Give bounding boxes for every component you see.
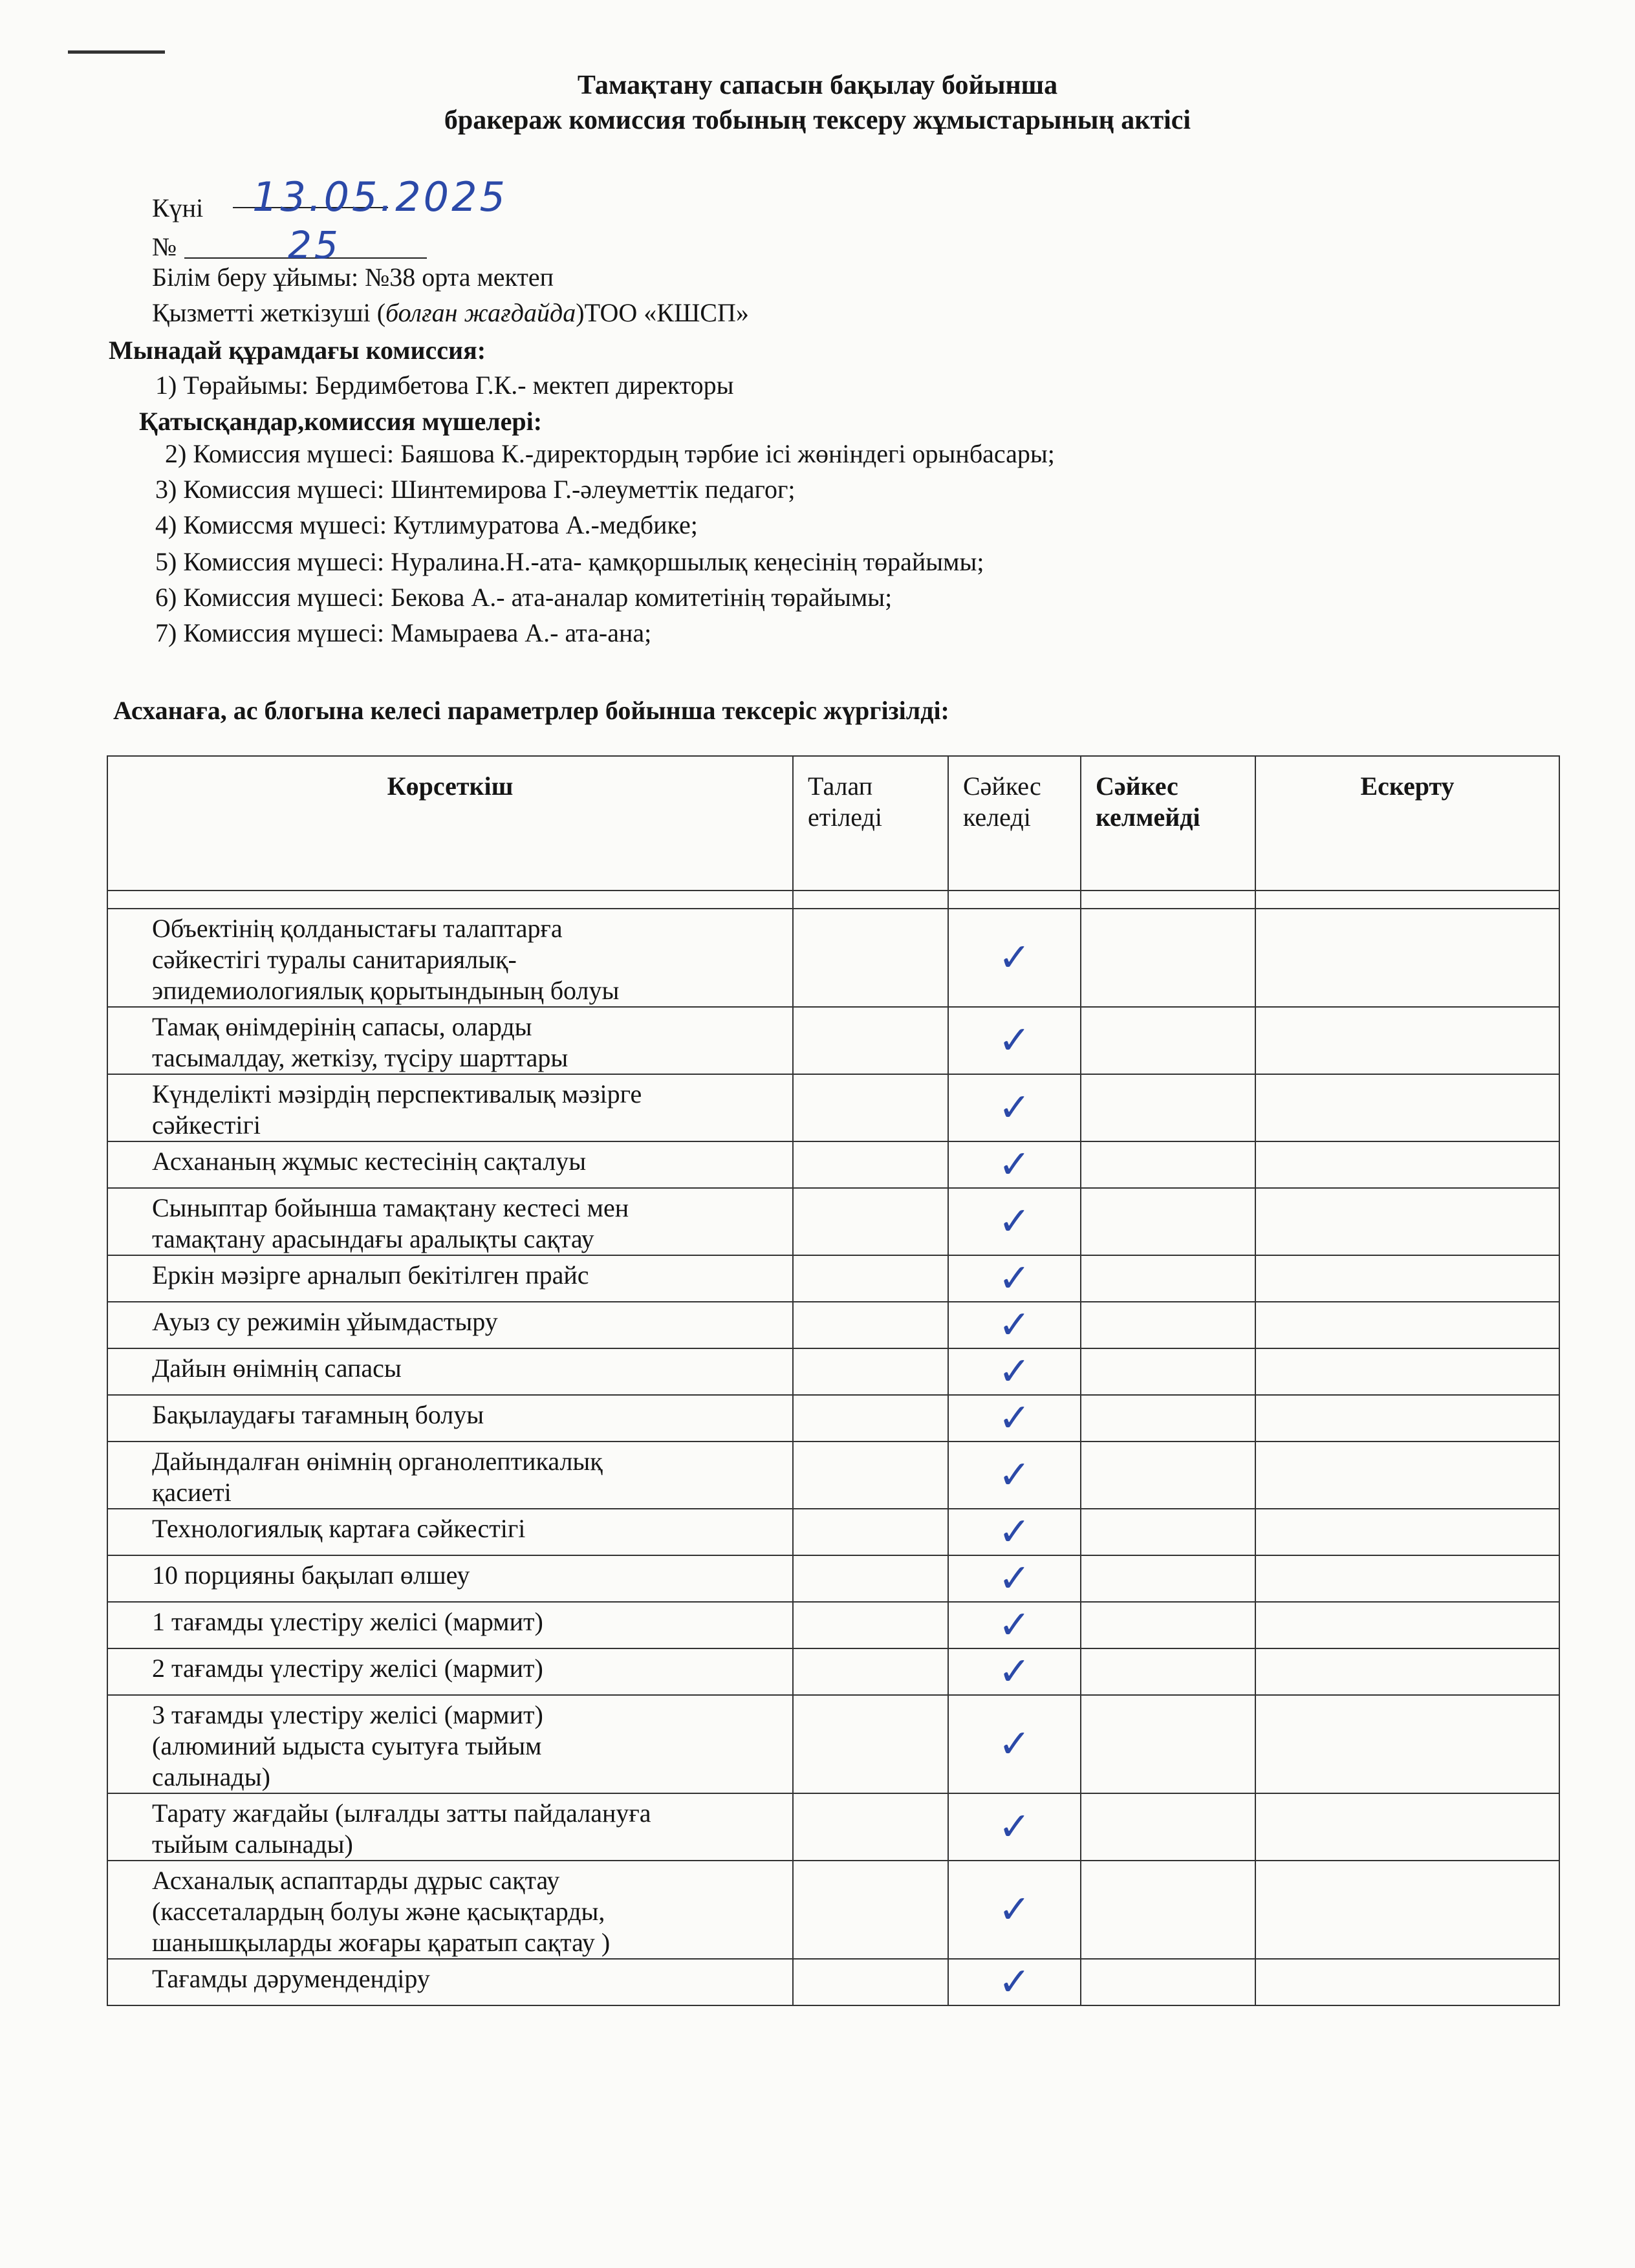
criterion-cell — [107, 1695, 793, 1793]
compliant-cell — [948, 1695, 1081, 1793]
table-row — [107, 1255, 1559, 1302]
table-row — [107, 1793, 1559, 1861]
note-cell — [1255, 1188, 1559, 1255]
noncompliant-cell — [1081, 1695, 1255, 1793]
document-title-line-2: бракераж комиссия тобының тексеру жұмыстарының актісі — [444, 105, 1191, 135]
criterion-text: 1 тағамды үлестіру желісі (мармит) — [152, 1607, 543, 1636]
noncompliant-cell — [1081, 1074, 1255, 1141]
member-line: 2) Комиссия мүшесі: Баяшова К.-директордың тәрбие ісі жөніндегі орынбасары; — [165, 439, 1055, 468]
table-row — [107, 1959, 1559, 2005]
required-cell — [793, 1302, 948, 1348]
required-cell — [793, 1959, 948, 2005]
table-row — [107, 1007, 1559, 1074]
compliant-cell — [948, 1141, 1081, 1188]
note-cell — [1255, 1695, 1559, 1793]
criterion-text: Ауыз су режимін ұйымдастыру — [152, 1307, 498, 1336]
criterion-cell — [107, 1509, 793, 1555]
checkmark-icon: ✓ — [998, 1556, 1031, 1601]
date-handwritten: 13.05.2025 — [252, 173, 508, 221]
note-cell — [1255, 1509, 1559, 1555]
criterion-text: Тамақ өнімдерінің сапасы, оларды — [152, 1012, 532, 1041]
table-row — [107, 1861, 1559, 1959]
criterion-cell — [107, 1395, 793, 1442]
noncompliant-cell — [1081, 1395, 1255, 1442]
required-cell — [793, 1602, 948, 1648]
criterion-text: сәйкестігі туралы санитариялық- — [152, 945, 517, 974]
compliant-cell — [948, 1442, 1081, 1509]
note-cell — [1255, 1007, 1559, 1074]
compliant-cell — [948, 1255, 1081, 1302]
required-cell — [793, 1348, 948, 1395]
table-row — [107, 1442, 1559, 1509]
compliant-cell — [948, 1395, 1081, 1442]
noncompliant-cell — [1081, 1509, 1255, 1555]
note-cell — [1255, 1348, 1559, 1395]
required-cell — [793, 1188, 948, 1255]
criterion-text: Күнделікті мәзірдің перспективалық мәзірге — [152, 1079, 642, 1108]
table-row — [107, 1395, 1559, 1442]
required-cell — [793, 1509, 948, 1555]
date-label: Күні — [152, 193, 204, 222]
table-row — [107, 1695, 1559, 1793]
checkmark-icon: ✓ — [998, 1302, 1031, 1348]
required-cell — [793, 1395, 948, 1442]
compliant-cell — [948, 1348, 1081, 1395]
note-cell — [1255, 1648, 1559, 1695]
note-cell — [1255, 1302, 1559, 1348]
note-cell — [1255, 1959, 1559, 2005]
compliant-cell — [948, 1555, 1081, 1602]
criterion-text: Тағамды дәрумендендіру — [152, 1964, 430, 1993]
note-cell — [1255, 909, 1559, 1007]
compliant-cell — [948, 1074, 1081, 1141]
checkmark-icon: ✓ — [998, 1509, 1031, 1555]
checkmark-icon: ✓ — [998, 1085, 1031, 1130]
checkmark-icon: ✓ — [998, 1649, 1031, 1694]
criterion-cell — [107, 1188, 793, 1255]
noncompliant-cell — [1081, 1861, 1255, 1959]
compliant-cell — [948, 1648, 1081, 1695]
noncompliant-cell — [1081, 1007, 1255, 1074]
criterion-text: 2 тағамды үлестіру желісі (мармит) — [152, 1654, 543, 1683]
criterion-cell — [107, 1348, 793, 1395]
compliant-cell — [948, 1509, 1081, 1555]
criterion-text: Еркін мәзірге арналып бекітілген прайс — [152, 1260, 589, 1290]
table-row — [107, 1302, 1559, 1348]
checkmark-icon: ✓ — [998, 1018, 1031, 1063]
compliant-cell — [948, 1302, 1081, 1348]
member-line: 4) Комиссмя мүшесі: Кутлимуратова А.-медбике; — [155, 510, 698, 539]
checkmark-icon: ✓ — [998, 935, 1031, 980]
table-row — [107, 1188, 1559, 1255]
noncompliant-cell — [1081, 1442, 1255, 1509]
note-cell — [1255, 1255, 1559, 1302]
criterion-text: (кассеталардың болуы және қасықтарды, — [152, 1897, 605, 1926]
required-cell — [793, 1861, 948, 1959]
commission-chair: 1) Төрайымы: Бердимбетова Г.К.- мектеп директоры — [155, 371, 734, 400]
criterion-cell — [107, 1255, 793, 1302]
checkmark-icon: ✓ — [998, 1453, 1031, 1498]
criterion-cell — [107, 1302, 793, 1348]
inspection-heading: Асханаға, ас блогына келесі параметрлер бойынша тексеріс жүргізілді: — [113, 696, 949, 725]
required-cell — [793, 1793, 948, 1861]
checkmark-icon: ✓ — [998, 1256, 1031, 1301]
required-cell — [793, 1074, 948, 1141]
table-row — [107, 1348, 1559, 1395]
required-cell — [793, 1255, 948, 1302]
note-cell — [1255, 1442, 1559, 1509]
criterion-text: салынады) — [152, 1762, 270, 1791]
criterion-text: Дайындалған өнімнің органолептикалық — [152, 1447, 603, 1476]
criterion-cell — [107, 1555, 793, 1602]
commission-heading: Мынадай құрамдағы комиссия: — [109, 336, 486, 365]
noncompliant-cell — [1081, 1602, 1255, 1648]
criterion-cell — [107, 1442, 793, 1509]
criterion-text: Асхананың жұмыс кестесінің сақталуы — [152, 1147, 587, 1176]
note-cell — [1255, 1141, 1559, 1188]
compliant-cell — [948, 1861, 1081, 1959]
noncompliant-cell — [1081, 1648, 1255, 1695]
criterion-cell — [107, 1793, 793, 1861]
table-header-row — [107, 756, 1559, 891]
checkmark-icon: ✓ — [998, 1349, 1031, 1394]
compliant-cell — [948, 1188, 1081, 1255]
required-cell — [793, 1555, 948, 1602]
note-cell — [1255, 1074, 1559, 1141]
criterion-text: Тарату жағдайы (ылғалды затты пайдалануға — [152, 1798, 651, 1828]
table-body — [107, 909, 1559, 2005]
compliant-cell — [948, 1959, 1081, 2005]
note-cell — [1255, 1861, 1559, 1959]
top-rule — [68, 50, 165, 54]
supplier-prefix: Қызметті жеткізуші ( — [152, 298, 386, 327]
criterion-text: Асханалық аспаптарды дұрыс сақтау — [152, 1866, 560, 1895]
criterion-cell — [107, 1141, 793, 1188]
criterion-text: сәйкестігі — [152, 1110, 261, 1139]
compliant-cell — [948, 1602, 1081, 1648]
criterion-cell — [107, 909, 793, 1007]
member-line: 5) Комиссия мүшесі: Нуралина.Н.-ата- қамқоршылық кеңесінің төрайымы; — [155, 547, 984, 576]
number-handwritten: 25 — [288, 223, 341, 267]
noncompliant-cell — [1081, 1188, 1255, 1255]
noncompliant-cell — [1081, 1302, 1255, 1348]
noncompliant-cell — [1081, 1959, 1255, 2005]
supplier-suffix: )ТОО «КШСП» — [576, 298, 749, 327]
table-spacer-row — [107, 891, 1559, 909]
compliant-cell — [948, 1007, 1081, 1074]
table-row — [107, 1555, 1559, 1602]
organization-line: Білім беру ұйымы: №38 орта мектеп — [152, 263, 554, 292]
number-label: № — [152, 232, 177, 261]
member-line: 6) Комиссия мүшесі: Бекова А.- ата-аналар комитетінің төрайымы; — [155, 583, 893, 612]
noncompliant-cell — [1081, 1255, 1255, 1302]
criterion-text: Технологиялық картаға сәйкестігі — [152, 1514, 526, 1543]
criterion-cell — [107, 1602, 793, 1648]
criterion-text: эпидемиологиялық қорытындының болуы — [152, 976, 620, 1005]
criterion-text: Сыныптар бойынша тамақтану кестесі мен — [152, 1193, 629, 1222]
member-line: 7) Комиссия мүшесі: Мамыраева А.- ата-ана; — [155, 618, 652, 647]
criterion-text: Дайын өнімнің сапасы — [152, 1354, 402, 1383]
required-cell — [793, 909, 948, 1007]
checkmark-icon: ✓ — [998, 1887, 1031, 1932]
criterion-cell — [107, 1861, 793, 1959]
table-row — [107, 1509, 1559, 1555]
criterion-text: шанышқыларды жоғары қаратып сақтау ) — [152, 1928, 611, 1957]
noncompliant-cell — [1081, 1555, 1255, 1602]
required-cell — [793, 1695, 948, 1793]
col-header-compliant: Сәйкес келеді — [948, 756, 1081, 891]
table-row — [107, 1602, 1559, 1648]
table-row — [107, 1074, 1559, 1141]
criterion-text: қасиеті — [152, 1478, 232, 1507]
criterion-cell — [107, 1648, 793, 1695]
inspection-table — [107, 755, 1560, 2006]
checkmark-icon: ✓ — [998, 1804, 1031, 1850]
criterion-text: 10 порцияны бақылап өлшеу — [152, 1561, 470, 1590]
checkmark-icon: ✓ — [998, 1396, 1031, 1441]
criterion-text: Бақылаудағы тағамның болуы — [152, 1400, 484, 1429]
noncompliant-cell — [1081, 1141, 1255, 1188]
note-cell — [1255, 1395, 1559, 1442]
col-header-noncompliant: Сәйкес келмейді — [1081, 756, 1255, 891]
note-cell — [1255, 1793, 1559, 1861]
checkmark-icon: ✓ — [998, 1199, 1031, 1244]
col-header-note: Ескерту — [1255, 756, 1559, 891]
required-cell — [793, 1007, 948, 1074]
checkmark-icon: ✓ — [998, 1142, 1031, 1187]
required-cell — [793, 1648, 948, 1695]
criterion-text: тыйым салынады) — [152, 1830, 353, 1859]
checkmark-icon: ✓ — [998, 1603, 1031, 1648]
criterion-cell — [107, 1007, 793, 1074]
required-cell — [793, 1141, 948, 1188]
col-header-indicator: Көрсеткіш — [107, 756, 793, 891]
checkmark-icon: ✓ — [998, 1722, 1031, 1767]
col-header-required: Талап етіледі — [793, 756, 948, 891]
criterion-text: Объектінің қолданыстағы талаптарға — [152, 914, 563, 943]
compliant-cell — [948, 909, 1081, 1007]
criterion-cell — [107, 1074, 793, 1141]
checkmark-icon: ✓ — [998, 1960, 1031, 2005]
criterion-text: тамақтану арасындағы аралықты сақтау — [152, 1224, 594, 1253]
document-title-line-1: Тамақтану сапасын бақылау бойынша — [577, 70, 1058, 100]
criterion-text: тасымалдау, жеткізу, түсіру шарттары — [152, 1043, 568, 1072]
note-cell — [1255, 1555, 1559, 1602]
member-line: 3) Комиссия мүшесі: Шинтемирова Г.-әлеуметтік педагог; — [155, 475, 796, 504]
criterion-text: (алюминий ыдыста суытуға тыйым — [152, 1731, 542, 1760]
note-cell — [1255, 1602, 1559, 1648]
table-row — [107, 909, 1559, 1007]
supplier-line — [152, 297, 749, 328]
table-row — [107, 1141, 1559, 1188]
criterion-text: 3 тағамды үлестіру желісі (мармит) — [152, 1700, 543, 1729]
table-row — [107, 1648, 1559, 1695]
supplier-italic: болған жағдайда — [385, 298, 576, 327]
required-cell — [793, 1442, 948, 1509]
noncompliant-cell — [1081, 1348, 1255, 1395]
members-heading: Қатысқандар,комиссия мүшелері: — [139, 407, 543, 436]
compliant-cell — [948, 1793, 1081, 1861]
noncompliant-cell — [1081, 909, 1255, 1007]
noncompliant-cell — [1081, 1793, 1255, 1861]
criterion-cell — [107, 1959, 793, 2005]
